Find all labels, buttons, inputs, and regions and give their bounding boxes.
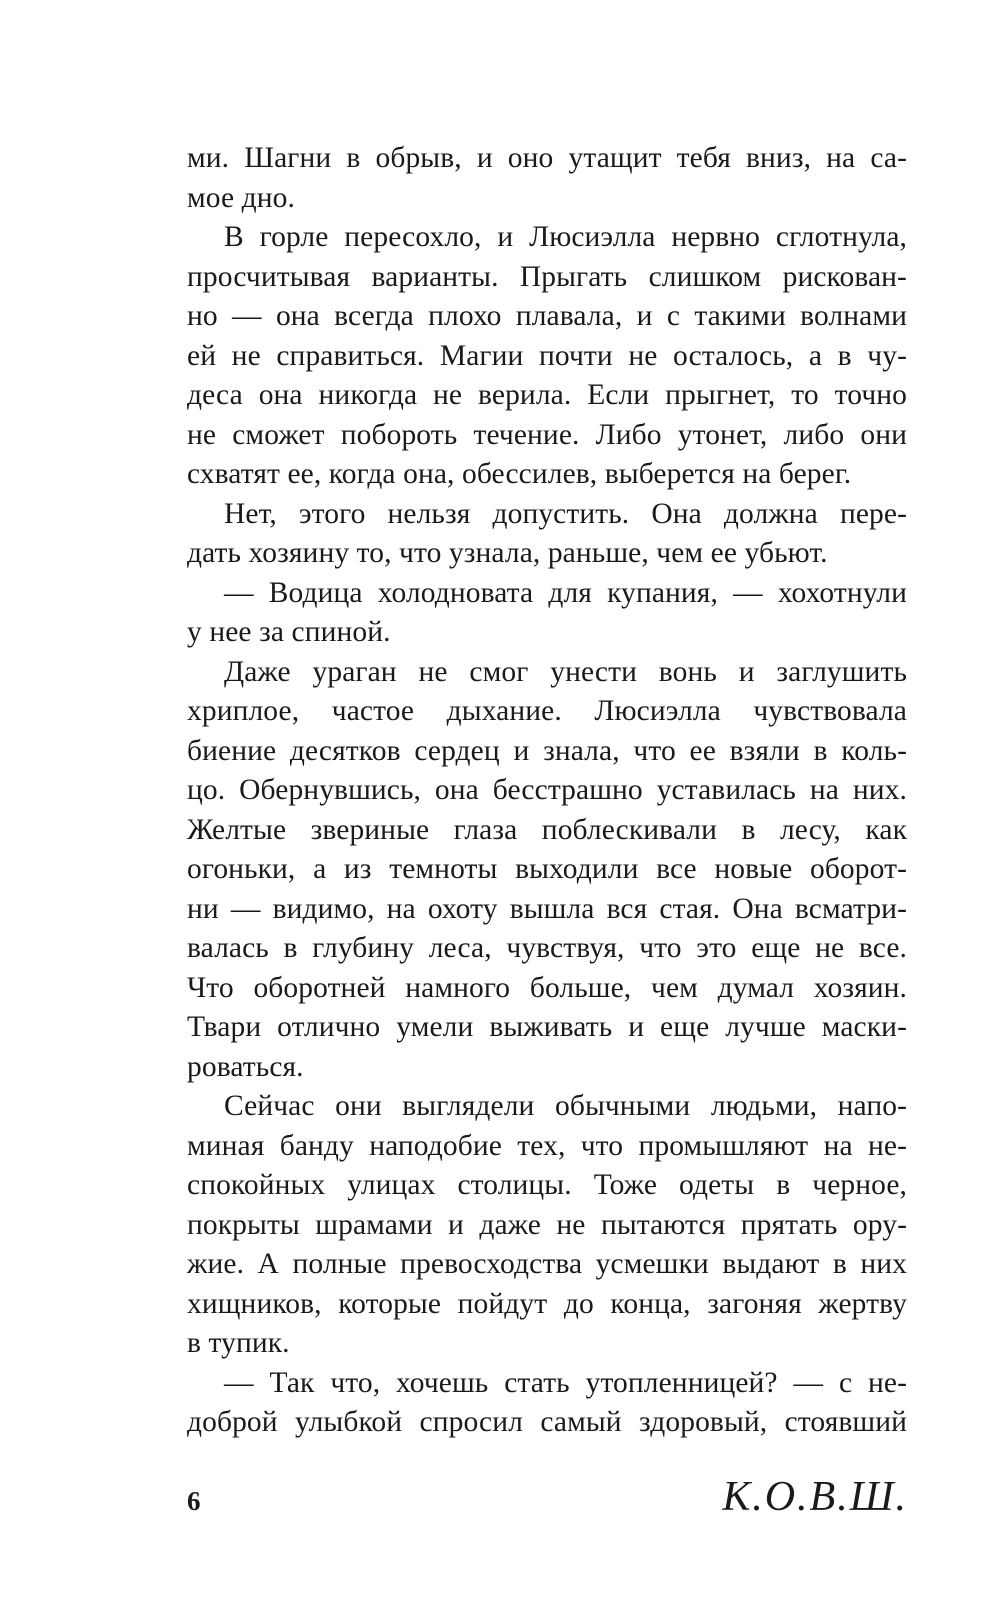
text-line: биение десятков сердец и знала, что ее взяли в коль- bbox=[187, 734, 907, 767]
text-line: но — она всегда плохо плавала, и с такими волнами bbox=[187, 300, 907, 332]
running-title: К.О.В.Ш. bbox=[722, 1474, 908, 1520]
text-line: деса она никогда не верила. Если прыгнет, то точно bbox=[187, 379, 907, 411]
text-line: Нет, этого нельзя допустить. Она должна пере- bbox=[224, 497, 907, 530]
text-line: у нее за спиной. bbox=[187, 616, 391, 648]
text-line: хищников, которые пойдут до конца, загоняя жертву bbox=[187, 1287, 907, 1320]
text-line: ми. Шагни в обрыв, и оно утащит тебя вниз, на са- bbox=[187, 142, 907, 174]
text-line: не сможет побороть течение. Либо утонет, либо они bbox=[187, 418, 907, 451]
text-line: миная банду наподобие тех, что промышляют на не- bbox=[187, 1129, 907, 1162]
text-line: Твари отлично умели выживать и еще лучше маски- bbox=[187, 1011, 907, 1043]
text-line: хриплое, частое дыхание. Люсиэлла чувствовала bbox=[187, 695, 907, 727]
text-line: — Водица холодновата для купания, — хохотнули bbox=[224, 576, 907, 609]
page-number: 6 bbox=[187, 1486, 201, 1516]
text-line: доброй улыбкой спросил самый здоровый, стоявший bbox=[187, 1406, 907, 1438]
text-line: дать хозяину то, что узнала, раньше, чем ее убьют. bbox=[187, 537, 828, 569]
page-body-text bbox=[187, 139, 907, 1443]
text-line: покрыты шрамами и даже не пытаются прятать ору- bbox=[187, 1208, 907, 1241]
text-line: Сейчас они выглядели обычными людьми, напо- bbox=[224, 1090, 907, 1122]
text-line: Желтые звериные глаза поблескивали в лесу, как bbox=[187, 813, 907, 846]
text-line: просчитывая варианты. Прыгать слишком рискован- bbox=[187, 260, 907, 293]
text-line: огоньки, а из темноты выходили все новые оборот- bbox=[187, 853, 907, 885]
text-line: цо. Обернувшись, она бесстрашно уставилась на них. bbox=[187, 774, 907, 806]
text-line: — Так что, хочешь стать утопленницей? — с не- bbox=[224, 1366, 907, 1399]
text-line: мое дно. bbox=[187, 181, 295, 214]
text-line: Что оборотней намного больше, чем думал хозяин. bbox=[187, 971, 907, 1004]
text-line: спокойных улицах столицы. Тоже одеты в черное, bbox=[187, 1169, 907, 1201]
text-line: Даже ураган не смог унести вонь и заглушить bbox=[224, 655, 907, 688]
text-line: роваться. bbox=[187, 1050, 304, 1083]
text-line: в тупик. bbox=[187, 1327, 290, 1359]
text-line: ни — видимо, на охоту вышла вся стая. Она всматри- bbox=[187, 892, 907, 925]
text-line: схватят ее, когда она, обессилев, выберется на берег. bbox=[187, 458, 852, 490]
text-line: ей не справиться. Магии почти не осталось, а в чу- bbox=[187, 339, 907, 372]
text-line: валась в глубину леса, чувствуя, что это еще не все. bbox=[187, 932, 907, 964]
text-line: В горле пересохло, и Люсиэлла нервно сглотнула, bbox=[224, 221, 907, 253]
text-line: жие. А полные превосходства усмешки выдают в них bbox=[187, 1248, 907, 1280]
